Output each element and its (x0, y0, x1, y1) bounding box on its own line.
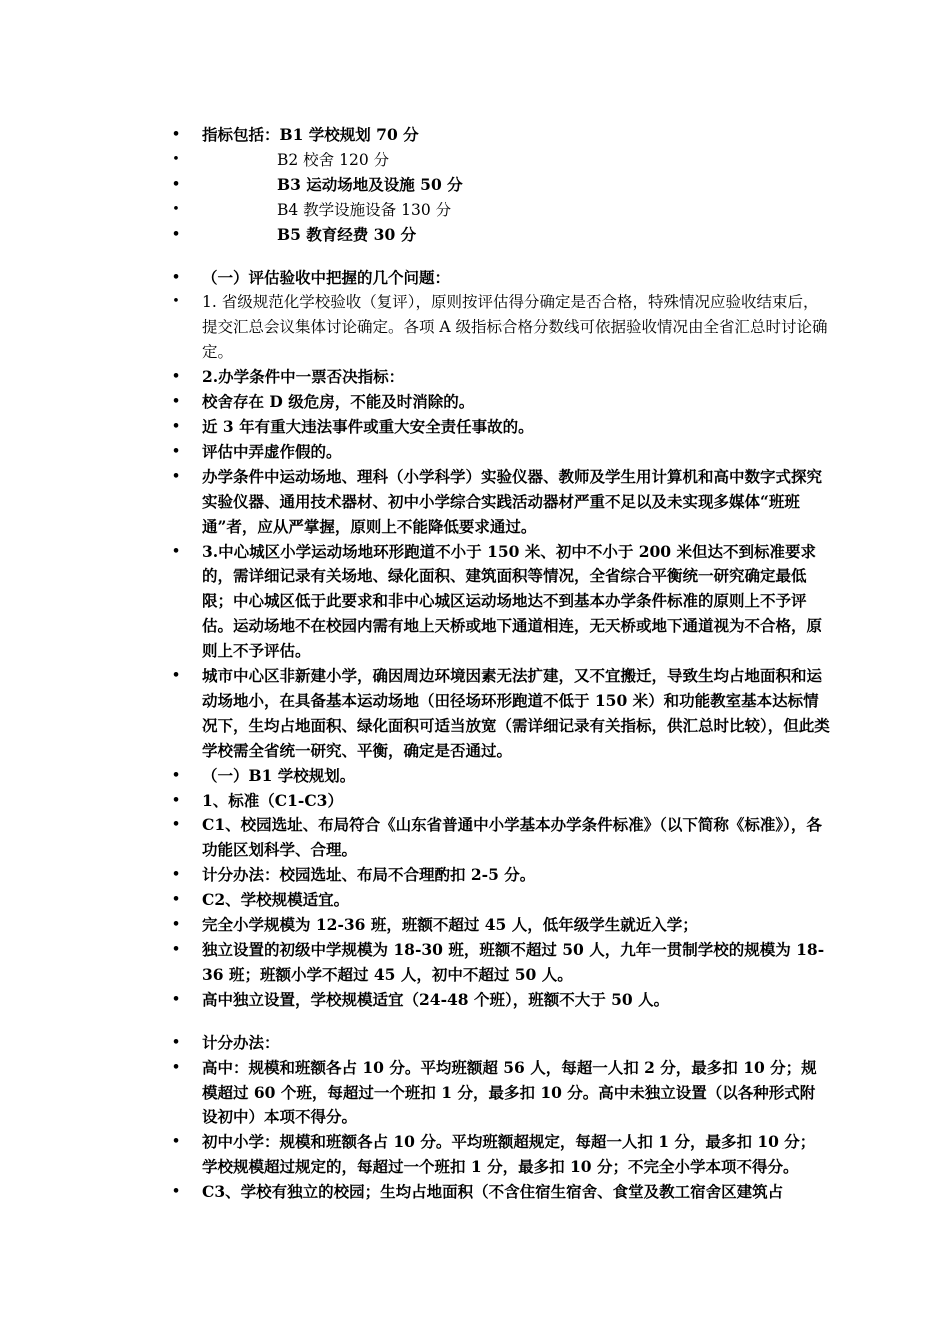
list-item-text: 校舍存在 D 级危房，不能及时消除的。 (202, 392, 475, 412)
group-spacer (170, 248, 830, 266)
list-item-text: B4 教学设施设备 130 分 (277, 200, 452, 219)
list-item (170, 1056, 830, 1131)
list-item-text: B3 运动场地及设施 50 分 (277, 174, 463, 194)
list-item (170, 1130, 830, 1180)
bullet-icon: • (171, 226, 181, 242)
bullet-icon: • (171, 1184, 181, 1200)
list-item-text: B2 校舍 120 分 (277, 150, 390, 169)
list-item (170, 415, 830, 440)
list-item-text: 计分办法：校园选址、布局不合理酌扣 2-5 分。 (202, 865, 536, 885)
list-item (170, 148, 830, 173)
list-item (170, 938, 830, 988)
list-item (170, 1031, 830, 1056)
list-item (170, 789, 830, 814)
list-item (170, 988, 830, 1013)
list-item (170, 223, 830, 248)
bullet-icon: • (171, 668, 181, 684)
bullet-icon: • (171, 1134, 181, 1150)
list-item (170, 863, 830, 888)
list-item (170, 266, 830, 291)
list-item-text: C3、学校有独立的校园；生均占地面积（不含住宿生宿舍、食堂及教工宿舍区建筑占 (202, 1182, 784, 1202)
list-item (170, 465, 830, 540)
bullet-icon: • (171, 892, 181, 908)
bullet-icon: • (172, 201, 180, 217)
list-item-text: 计分办法： (202, 1032, 280, 1052)
list-item (170, 198, 830, 223)
bullet-list (170, 123, 830, 1205)
list-item (170, 123, 830, 148)
list-item (170, 390, 830, 415)
list-item-text: 初中小学：规模和班额各占 10 分。平均班额超规定，每超一人扣 1 分，最多扣 10 分；学校规模超过规定的，每超过一个班扣 1 分，最多扣 10 分；不完全小学本项不得分。 (202, 1132, 816, 1177)
bullet-icon: • (171, 176, 181, 192)
list-item (170, 540, 830, 665)
bullet-icon: • (171, 792, 181, 808)
list-item-text: 高中独立设置，学校规模适宜（24-48 个班），班额不大于 50 人。 (202, 989, 670, 1009)
list-item-text: B5 教育经费 30 分 (277, 224, 417, 244)
bullet-icon: • (171, 127, 181, 142)
list-item (170, 913, 830, 938)
bullet-icon: • (171, 942, 181, 957)
list-item-text: 2.办学条件中一票否决指标： (202, 367, 405, 387)
list-item-text: 3.中心城区小学运动场地环形跑道不小于 150 米、初中不小于 200 米但达不到标准要求的，需详细记录有关场地、绿化面积、建筑面积等情况，全省综合平衡统一研究确定最低限；中心城区低于此要求和非中心城区运动场地达不到基本办学条件标准的原则上不予评估。运动场地不在校园内需有地上天桥或地下通道相连，无天桥或地下通道视为不合格，原则上不予评估。 (202, 541, 823, 661)
list-item-text: （一）评估验收中把握的几个问题： (202, 267, 451, 287)
list-item (170, 764, 830, 789)
list-item-text: 评估中弄虚作假的。 (202, 441, 342, 461)
list-item (170, 440, 830, 465)
list-item-text: 城市中心区非新建小学，确因周边环境因素无法扩建，又不宜搬迁，导致生均占地面积和运动场地小，在具备基本运动场地（田径场环形跑道不低于 150 米）和功能教室基本达标情况下，生均占地面积、绿化面积可适当放宽（需详细记录有关指标，供汇总时比较），但此类学校需全省统一研究、平衡，确定是否通过。 (202, 666, 830, 760)
list-item-text: C1、校园选址、布局符合《山东省普通中小学基本办学条件标准》（以下简称《标准》），各功能区划科学、合理。 (202, 815, 822, 860)
bullet-icon: • (171, 369, 181, 385)
bullet-icon: • (171, 867, 181, 883)
list-item-text: 指标包括：B1 学校规划 70 分 (202, 125, 419, 144)
bullet-icon: • (171, 1059, 181, 1075)
bullet-icon: • (171, 1034, 181, 1050)
bullet-icon: • (171, 817, 181, 833)
list-item (170, 365, 830, 390)
list-item (170, 290, 830, 365)
list-item (170, 664, 830, 764)
list-item-text: 高中：规模和班额各占 10 分。平均班额超 56 人，每超一人扣 2 分，最多扣 10 分；规模超过 60 个班，每超过一个班扣 1 分，最多扣 10 分。高中未独立设置（以各种形式附设初中）本项不得分。 (202, 1057, 817, 1127)
bullet-icon: • (171, 443, 181, 459)
bullet-icon: • (172, 294, 180, 310)
list-item-text: 1、标准（C1-C3） (202, 790, 343, 810)
list-item (170, 813, 830, 863)
bullet-icon: • (171, 767, 181, 783)
list-item-text: 完全小学规模为 12-36 班，班额不超过 45 人，低年级学生就近入学； (202, 915, 698, 935)
bullet-icon: • (171, 468, 181, 484)
bullet-icon: • (171, 418, 181, 434)
bullet-icon: • (171, 543, 181, 559)
bullet-icon: • (172, 151, 180, 167)
bullet-icon: • (171, 394, 181, 410)
bullet-icon: • (171, 991, 181, 1007)
bullet-icon: • (171, 269, 181, 285)
list-item-text: 独立设置的初级中学规模为 18-30 班，班额不超过 50 人，九年一贯制学校的规模为 18-36 班；班额小学不超过 45 人，初中不超过 50 人。 (202, 940, 825, 984)
list-item (170, 888, 830, 913)
list-item-text: 办学条件中运动场地、理科（小学科学）实验仪器、教师及学生用计算机和高中数字式探究实验仪器、通用技术器材、初中小学综合实践活动器材严重不足以及未实现多媒体“班班通”者，应从严掌握，原则上不能降低要求通过。 (202, 466, 823, 536)
bullet-icon: • (171, 917, 181, 933)
list-item-text: 1. 省级规范化学校验收（复评），原则按评估得分确定是否合格，特殊情况应验收结束后，提交汇总会议集体讨论确定。各项 A 级指标合格分数线可依据验收情况由全省汇总时讨论确定。 (202, 293, 828, 362)
group-spacer (170, 1013, 830, 1031)
list-item-text: C2、学校规模适宜。 (202, 890, 350, 910)
list-item (170, 173, 830, 198)
list-item-text: （一）B1 学校规划。 (202, 765, 356, 785)
list-item (170, 1180, 830, 1205)
list-item-text: 近 3 年有重大违法事件或重大安全责任事故的。 (202, 416, 534, 436)
